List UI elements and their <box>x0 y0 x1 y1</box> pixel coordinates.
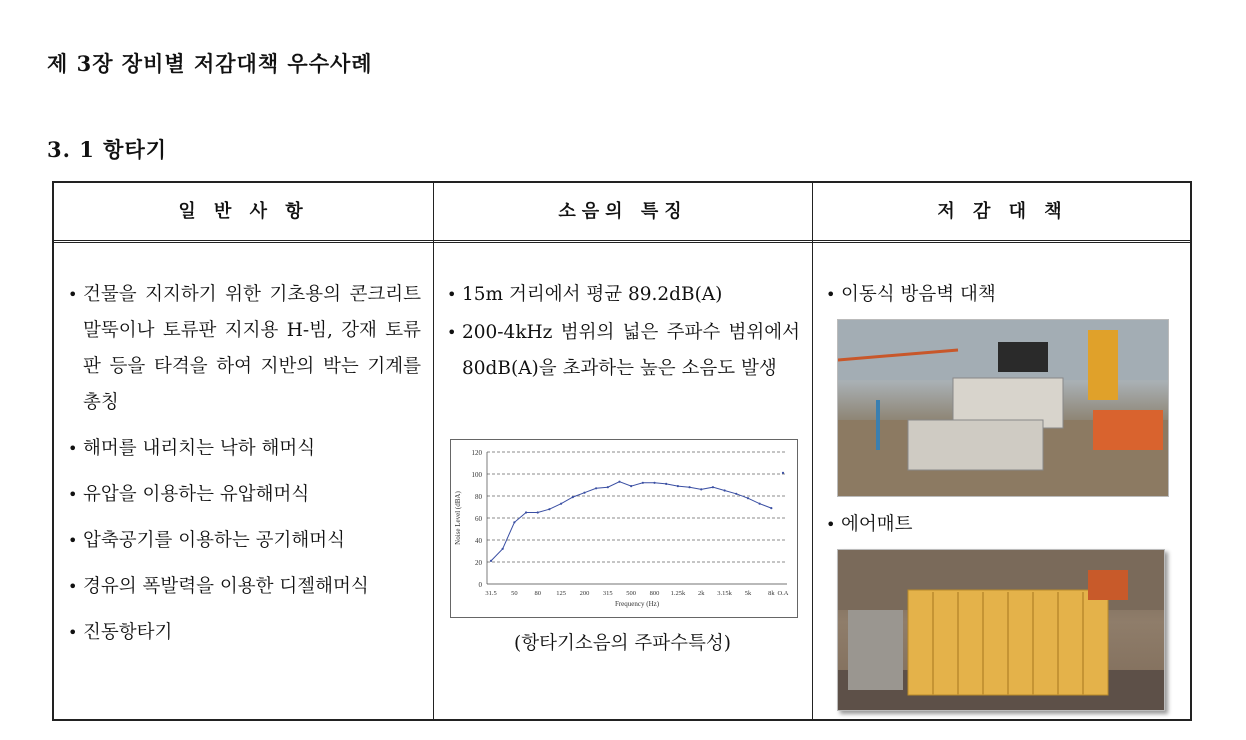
data-point <box>782 472 784 474</box>
noise-list <box>446 277 800 387</box>
series-line <box>491 482 771 561</box>
data-point <box>665 483 667 485</box>
list-item: • 진동항타기 <box>67 615 421 651</box>
list-item: • 15m 거리에서 평균 89.2dB(A) <box>446 277 800 313</box>
summary-table <box>52 181 1192 721</box>
data-point <box>688 486 690 488</box>
x-tick-label: 31.5 <box>485 590 497 597</box>
data-point <box>572 496 574 498</box>
y-axis-label: Noise Level (dBA) <box>454 491 462 545</box>
noise-column <box>433 243 812 719</box>
construction-site-image <box>838 320 1168 496</box>
x-tick-label: 50 <box>511 590 518 597</box>
x-tick-label: 5k <box>744 590 752 597</box>
x-tick-label: 3.15k <box>717 590 732 597</box>
data-point <box>642 482 644 484</box>
general-list <box>67 277 421 651</box>
x-tick-label: 2k <box>697 590 705 597</box>
header-noise-characteristics: 소음의 특징 <box>558 201 688 222</box>
data-point <box>618 481 620 483</box>
data-point <box>677 485 679 487</box>
data-point <box>490 560 492 562</box>
list-item: • 200-4kHz 범위의 넓은 주파수 범위에서 80dB(A)을 초과하는 높은 소음도 발생 <box>446 315 800 387</box>
data-point <box>595 487 597 489</box>
y-tick-label: 20 <box>475 559 482 567</box>
list-item: • 에어매트 <box>825 507 912 543</box>
data-point <box>759 503 761 505</box>
measures-list-2 <box>825 507 912 543</box>
list-item: • 경유의 폭발력을 이용한 디젤해머식 <box>67 569 421 605</box>
air-mat-photo <box>837 549 1165 711</box>
x-tick-label: 80 <box>534 590 541 597</box>
x-tick-label: 125 <box>556 590 566 597</box>
data-point <box>653 482 655 484</box>
list-item: • 해머를 내리치는 낙하 해머식 <box>67 431 421 467</box>
data-point <box>607 486 609 488</box>
measures-list-1 <box>825 277 996 313</box>
data-point <box>700 488 702 490</box>
list-item: • 이동식 방음벽 대책 <box>825 277 996 313</box>
x-tick-label: 315 <box>602 590 613 597</box>
data-point <box>724 489 726 491</box>
frequency-chart-svg <box>451 440 797 617</box>
y-tick-label: 40 <box>475 537 482 545</box>
data-point <box>735 493 737 495</box>
x-axis-label: Frequency (Hz) <box>614 600 660 608</box>
x-tick-label: 500 <box>626 590 637 597</box>
section-title: 3. 1 항타기 <box>47 137 168 162</box>
y-tick-label: 0 <box>478 581 482 589</box>
data-point <box>502 548 504 550</box>
y-tick-label: 80 <box>475 493 482 501</box>
x-tick-label: 200 <box>579 590 590 597</box>
data-point <box>630 485 632 487</box>
chart-caption: (항타기소음의 주파수특성) <box>514 633 731 654</box>
data-point <box>525 511 527 513</box>
y-tick-label: 60 <box>475 515 482 523</box>
data-point <box>583 492 585 494</box>
x-tick-label: 800 <box>649 590 660 597</box>
air-mat-image <box>838 550 1164 710</box>
mobile-noise-barrier-photo <box>837 319 1169 497</box>
data-point <box>548 508 550 510</box>
header-reduction-measures: 저 감 대 책 <box>937 201 1068 222</box>
data-point <box>537 511 539 513</box>
general-column <box>54 243 433 719</box>
list-item: • 압축공기를 이용하는 공기해머식 <box>67 523 421 559</box>
data-point <box>747 497 749 499</box>
frequency-chart <box>450 439 798 618</box>
measures-column <box>813 243 1192 719</box>
chapter-title: 제 3장 장비별 저감대책 우수사례 <box>47 51 373 76</box>
list-item: • 건물을 지지하기 위한 기초용의 콘크리트 말뚝이나 토류판 지지용 H-빔, 강재 토류판 등을 타격을 하여 지반의 박는 기계를 총칭 <box>67 277 421 421</box>
data-point <box>712 486 714 488</box>
x-tick-label: 8k <box>768 590 775 597</box>
header-general: 일 반 사 항 <box>178 201 309 222</box>
data-point <box>560 503 562 505</box>
y-tick-label: 120 <box>471 449 482 457</box>
data-point <box>770 507 772 509</box>
x-tick-label: 1.25k <box>670 590 686 597</box>
table-header-row <box>54 183 1190 243</box>
x-tick-label: O.A <box>777 590 789 597</box>
y-tick-label: 100 <box>471 471 482 479</box>
data-point <box>513 521 515 523</box>
list-item: • 유압을 이용하는 유압해머식 <box>67 477 421 513</box>
